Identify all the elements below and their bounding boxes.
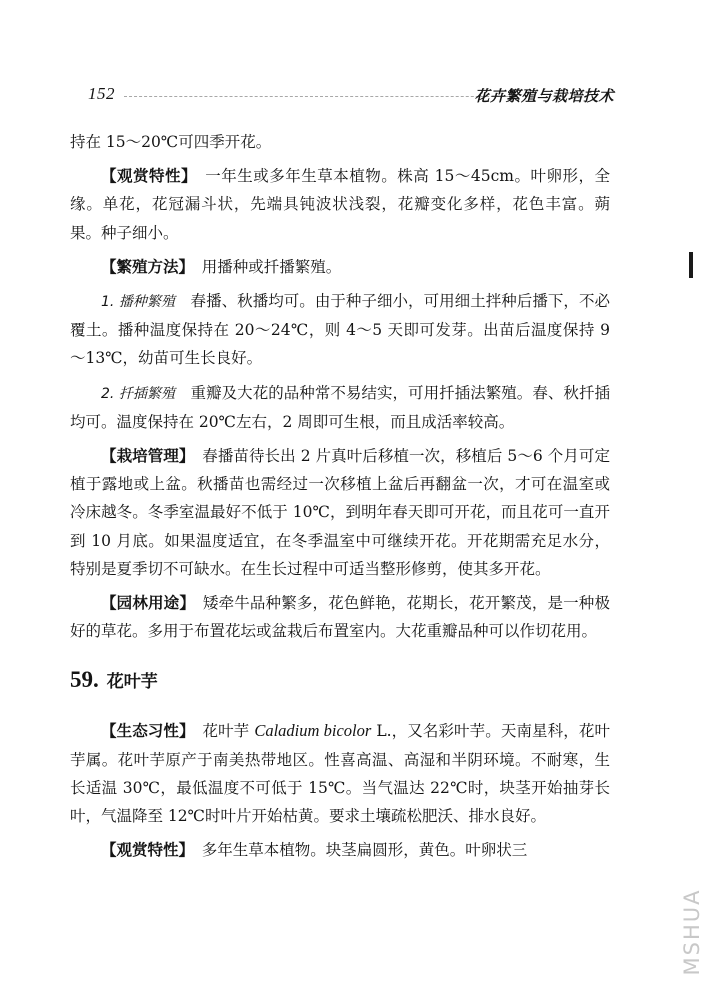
- scan-edge-mark: [689, 252, 693, 278]
- landscape-paragraph: 【园林用途】 矮牵牛品种繁多，花色鲜艳，花期长，花开繁茂，是一种极好的草花。多用于布置花坛或盆栽后布置室内。大花重瓣品种可以作切花用。: [70, 594, 610, 641]
- ornamental-paragraph: 【观赏特性】 一年生或多年生草本植物。株高 15～45cm。叶卵形，全缘。单花，花冠漏斗状，先端具钝波状浅裂，花瓣变化多样，花色丰富。蒴果。种子细小。: [70, 167, 610, 242]
- cultivation-label: 【栽培管理】: [101, 447, 187, 466]
- cutting-paragraph: 2. 扦插繁殖 重瓣及大花的品种常不易结实，可用扦插法繁殖。春、秋扦插均可。温度保持在 20℃左右，2 周即可生根，而且成活率较高。: [70, 383, 610, 431]
- header-rule: [124, 96, 514, 97]
- landscape-label: 【园林用途】: [101, 594, 188, 613]
- book-title: 花卉繁殖与栽培技术: [474, 87, 614, 105]
- cultivation-paragraph: 【栽培管理】 春播苗待长出 2 片真叶后移植一次，移植后 5～6 个月可定植于露地或上盆。秋播苗也需经过一次移植上盆后再翻盆一次，才可在温室或冷床越冬。冬季室温最好不低于 10℃，到明年春天即可开花，而且花可一直开到 10 月底。如果温度适宜，在冬季温室中可继续开花。开花期需充足水分，特别是夏季切不可缺水。在生长过程中可适当整形修剪，使其多开花。: [70, 447, 610, 578]
- cutting-label: 2. 扦插繁殖: [101, 385, 175, 402]
- section-ornamental-paragraph: 【观赏特性】 多年生草本植物。块茎扁圆形，黄色。叶卵状三: [101, 841, 528, 860]
- section-title: 花叶芋: [106, 672, 158, 693]
- ornamental-label: 【观赏特性】: [101, 167, 190, 186]
- running-header: [88, 84, 614, 108]
- section-number: 59.: [70, 667, 99, 693]
- ecology-label: 【生态习性】: [101, 722, 187, 741]
- ecology-paragraph: 【生态习性】 花叶芋 Caladium bicolor L.，又名彩叶芋。天南星科，花叶芋属。花叶芋原产于南美热带地区。性喜高温、高湿和半阴环境。不耐寒，生长适温 30℃，最低温度不可低于 15℃。当气温达 22℃时，块茎开始抽芽长叶，气温降至 12℃时叶片开始枯黄。要求土壤疏松肥沃、排水良好。: [70, 721, 610, 826]
- page-number: 152: [88, 84, 115, 103]
- species-name: Caladium bicolor: [254, 721, 372, 741]
- sowing-label: 1. 播种繁殖: [101, 294, 175, 311]
- propagation-paragraph: 【繁殖方法】 用播种或扦播繁殖。: [101, 257, 342, 276]
- page-body: [70, 128, 610, 864]
- sowing-paragraph: 1. 播种繁殖 春播、秋播均可。由于种子细小，可用细土拌种后播下，不必覆土。播种温度保持在 20～24℃，则 4～5 天即可发芽。出苗后温度保持 9～13℃，幼苗可生长良好。: [70, 292, 610, 368]
- section-heading: [70, 667, 610, 699]
- section-ornamental-label: 【观赏特性】: [101, 841, 187, 860]
- watermark: MSHUA: [680, 888, 704, 976]
- carryover-paragraph: 持在 15～20℃可四季开花。: [70, 133, 272, 151]
- propagation-label: 【繁殖方法】: [101, 257, 187, 276]
